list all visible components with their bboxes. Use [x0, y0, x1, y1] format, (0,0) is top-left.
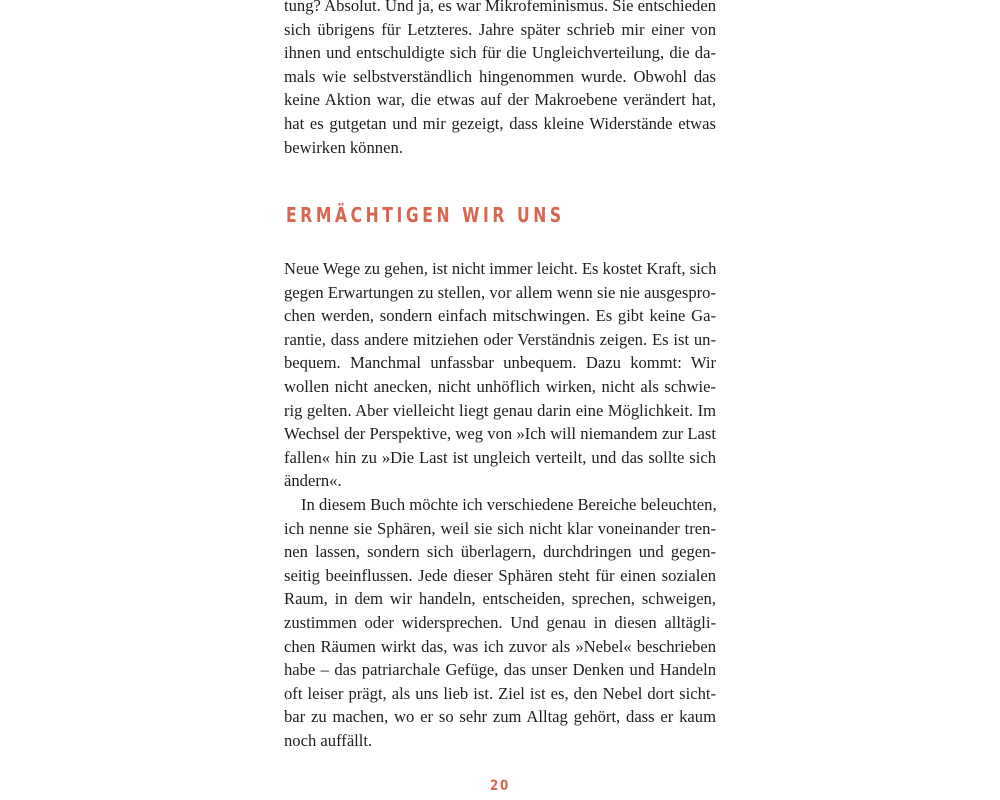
text-line: mals wie selbstverständlich hingenommen wurde. Obwohl das: [284, 66, 716, 86]
text-line: ihnen und entschuldigte sich für die Ungleichverteilung, die da-: [284, 43, 716, 63]
top-paragraph: [284, 0, 716, 159]
text-line: noch auffällt.: [284, 730, 373, 750]
page-number: 20: [490, 778, 510, 794]
section-body: [284, 257, 716, 752]
text-line: sich übrigens für Letzteres. Jahre später schrieb mir einer von: [284, 19, 716, 39]
text-line: chen Räumen wirkt das, was ich zuvor als »Nebel« beschrieben: [284, 636, 716, 656]
text-line: Wechsel der Perspektive, weg von »Ich will niemandem zur Last: [284, 424, 716, 444]
text-line: gegen Erwartungen zu stellen, vor allem wenn sie nie ausgespro-: [284, 282, 716, 302]
text-line: Raum, in dem wir handeln, entscheiden, sprechen, schweigen,: [284, 589, 716, 609]
text-line: fallen« hin zu »Die Last ist ungleich verteilt, und das sollte sich: [284, 447, 716, 467]
paragraph-1: [284, 257, 716, 493]
text-line: bequem. Manchmal unfassbar unbequem. Dazu kommt: Wir: [284, 353, 716, 373]
text-line: zustimmen oder widersprechen. Und genau in diesen alltägli-: [284, 612, 716, 632]
text-line: hat es gutgetan und mir gezeigt, dass kleine Widerstände etwas: [284, 113, 716, 133]
text-line: habe – das patriarchale Gefüge, das unser Denken und Handeln: [284, 660, 716, 680]
text-line: rantie, dass andere mitziehen oder Verständnis zeigen. Es ist un-: [284, 329, 716, 349]
text-line: Neue Wege zu gehen, ist nicht immer leicht. Es kostet Kraft, sich: [284, 259, 717, 278]
text-line: oft leiser prägt, als uns lieb ist. Ziel ist es, den Nebel dort sicht-: [284, 683, 716, 703]
text-line: ich nenne sie Sphären, weil sie sich nicht klar voneinander tren-: [284, 518, 716, 538]
text-line: wollen nicht anecken, nicht unhöflich wirken, nicht als schwie-: [284, 376, 716, 396]
section-heading: ERMÄCHTIGEN WIR UNS: [286, 203, 565, 227]
text-line: bar zu machen, wo er so sehr zum Alltag gehört, dass er kaum: [284, 707, 716, 727]
paragraph-2: [284, 493, 716, 753]
text-line: seitig beeinflussen. Jede dieser Sphären steht für einen sozialen: [284, 565, 716, 585]
text-line: ändern«.: [284, 471, 342, 491]
text-line: bewirken können.: [284, 137, 403, 157]
text-line: nen lassen, sondern sich überlagern, durchdringen und gegen-: [284, 542, 716, 562]
text-line: rig gelten. Aber vielleicht liegt genau darin eine Möglichkeit. Im: [284, 400, 716, 420]
text-line: keine Aktion war, die etwas auf der Makroebene verändert hat,: [284, 90, 716, 110]
text-line: In diesem Buch möchte ich verschiedene Bereiche beleuchten,: [301, 494, 717, 514]
text-line: tung? Absolut. Und ja, es war Mikrofeminismus. Sie entschieden: [284, 0, 716, 15]
text-line: chen werden, sondern einfach mitschwingen. Es gibt keine Ga-: [284, 306, 716, 326]
